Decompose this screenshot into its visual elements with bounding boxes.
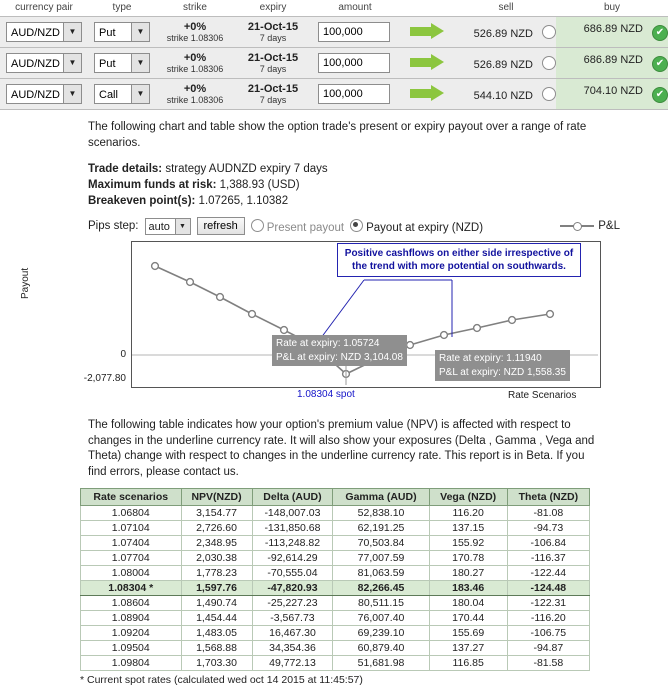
check-icon[interactable]: ✔ <box>652 87 668 103</box>
amount-cell <box>312 48 398 79</box>
expiry-cell <box>234 17 312 48</box>
header-spacer <box>398 0 456 17</box>
sell-radio[interactable] <box>542 87 556 101</box>
check-icon[interactable]: ✔ <box>652 56 668 72</box>
y-tick-min: -2,077.80 <box>83 373 126 385</box>
npv-cell-theta: -106.84 <box>507 536 589 551</box>
currency-pair-select[interactable] <box>6 84 82 104</box>
npv-header-vega: Vega (NZD) <box>429 489 507 506</box>
amount-cell <box>312 79 398 110</box>
npv-header-row <box>81 489 590 506</box>
buy-cell[interactable] <box>556 48 668 79</box>
npv-cell-theta: -81.08 <box>507 506 589 521</box>
chart-callout: Positive cashflows on either side irrespective of the trend with more potential on southwards. <box>337 243 581 277</box>
max-risk-label: Maximum funds at risk: <box>88 179 217 192</box>
npv-cell-vega: 180.27 <box>429 566 507 581</box>
amount-input[interactable] <box>318 22 390 42</box>
npv-cell-delta: -148,007.03 <box>252 506 333 521</box>
chart-tooltip-right <box>435 350 570 381</box>
strike-pct: +0% <box>183 82 207 95</box>
currency-pair-cell <box>0 48 88 79</box>
table-row <box>81 596 590 611</box>
npv-header-rate: Rate scenarios <box>81 489 182 506</box>
npv-cell-rate: 1.06804 <box>81 506 182 521</box>
chevron-down-icon[interactable]: ▼ <box>131 23 149 41</box>
expiry-payout-option[interactable] <box>350 219 483 234</box>
tooltip-right-pnl: P&L at expiry: NZD 1,558.35 <box>439 366 566 378</box>
table-row <box>81 521 590 536</box>
npv-cell-vega: 137.27 <box>429 641 507 656</box>
currency-pair-select[interactable] <box>6 22 82 42</box>
strike-value: strike 1.08306 <box>166 64 224 75</box>
chart-y-axis-label: Payout <box>20 268 31 300</box>
buy-cell[interactable] <box>556 17 668 48</box>
npv-header-delta: Delta (AUD) <box>252 489 333 506</box>
tooltip-left-rate: Rate at expiry: 1.05724 <box>276 338 380 350</box>
type-cell <box>88 79 156 110</box>
chevron-down-icon[interactable]: ▼ <box>63 54 81 72</box>
type-select[interactable] <box>94 53 150 73</box>
chart-tooltip-left <box>272 335 407 366</box>
present-payout-option[interactable] <box>251 219 344 234</box>
chevron-down-icon[interactable]: ▼ <box>175 219 190 234</box>
breakeven-label: Breakeven point(s): <box>88 195 196 208</box>
currency-pair-value: AUD/NZD <box>11 58 60 70</box>
table-row <box>81 626 590 641</box>
arrow-right-icon <box>410 55 444 69</box>
npv-cell-npv: 2,030.38 <box>181 551 252 566</box>
table-row-current-spot <box>81 581 590 596</box>
chevron-down-icon[interactable]: ▼ <box>131 54 149 72</box>
npv-cell-delta: -47,820.93 <box>252 581 333 596</box>
npv-cell-rate: 1.09804 <box>81 656 182 671</box>
npv-body <box>81 506 590 671</box>
legend-line-icon <box>560 225 594 227</box>
expiry-days: 7 days <box>259 33 287 44</box>
npv-table <box>80 488 590 671</box>
npv-cell-npv: 3,154.77 <box>181 506 252 521</box>
npv-cell-delta: 16,467.30 <box>252 626 333 641</box>
npv-cell-gamma: 77,007.59 <box>333 551 429 566</box>
breakeven-line <box>88 193 668 209</box>
direction-cell <box>398 79 456 110</box>
amount-input[interactable] <box>318 53 390 73</box>
trade-details-label: Trade details: <box>88 163 163 176</box>
npv-header-theta: Theta (NZD) <box>507 489 589 506</box>
strike-cell <box>156 79 234 110</box>
currency-pair-cell <box>0 17 88 48</box>
currency-pair-select[interactable] <box>6 53 82 73</box>
npv-cell-rate: 1.07704 <box>81 551 182 566</box>
present-payout-radio[interactable] <box>251 219 264 232</box>
expiry-cell <box>234 48 312 79</box>
type-cell <box>88 48 156 79</box>
npv-cell-vega: 116.20 <box>429 506 507 521</box>
npv-cell-vega: 155.92 <box>429 536 507 551</box>
max-risk-value: 1,388.93 (USD) <box>216 179 300 192</box>
expiry-payout-radio[interactable] <box>350 219 363 232</box>
currency-pair-cell <box>0 79 88 110</box>
npv-cell-npv: 2,726.60 <box>181 521 252 536</box>
npv-cell-rate: 1.09504 <box>81 641 182 656</box>
footnote: * Current spot rates (calculated wed oct 14 2015 at 11:45:57) <box>80 674 363 686</box>
y-tick-zero: 0 <box>120 349 126 361</box>
npv-cell-delta: -25,227.23 <box>252 596 333 611</box>
sell-price: 544.10 NZD <box>473 89 533 102</box>
npv-cell-gamma: 76,007.40 <box>333 611 429 626</box>
max-risk-line <box>88 177 668 193</box>
chart-legend <box>560 220 648 232</box>
chart-spot-label: 1.08304 spot <box>297 389 355 401</box>
expiry-date: 21-Oct-15 <box>247 82 299 95</box>
header-buy: buy <box>556 0 668 17</box>
header-sell: sell <box>456 0 556 17</box>
strike-pct: +0% <box>183 20 207 33</box>
npv-cell-delta: -131,850.68 <box>252 521 333 536</box>
trade-details-block <box>88 161 668 209</box>
npv-header-npv: NPV(NZD) <box>181 489 252 506</box>
trade-details-line <box>88 161 668 177</box>
npv-cell-npv: 2,348.95 <box>181 536 252 551</box>
npv-cell-vega: 155.69 <box>429 626 507 641</box>
npv-cell-theta: -116.37 <box>507 551 589 566</box>
npv-cell-gamma: 81,063.59 <box>333 566 429 581</box>
expiry-cell <box>234 79 312 110</box>
type-select[interactable] <box>94 84 150 104</box>
buy-price: 686.89 NZD <box>583 23 643 35</box>
npv-cell-gamma: 62,191.25 <box>333 521 429 536</box>
currency-pair-value: AUD/NZD <box>11 27 60 39</box>
intro-paragraph: The following chart and table show the option trade's present or expiry payout over a range of rate scenarios. <box>88 121 587 149</box>
legend-label: P&L <box>598 220 620 233</box>
npv-cell-vega: 116.85 <box>429 656 507 671</box>
option-rows-table <box>0 0 668 110</box>
npv-cell-theta: -116.20 <box>507 611 589 626</box>
npv-cell-delta: -3,567.73 <box>252 611 333 626</box>
currency-pair-value: AUD/NZD <box>11 89 60 101</box>
npv-cell-gamma: 60,879.40 <box>333 641 429 656</box>
npv-cell-gamma: 52,838.10 <box>333 506 429 521</box>
npv-header-gamma: Gamma (AUD) <box>333 489 429 506</box>
npv-cell-theta: -94.87 <box>507 641 589 656</box>
table-row <box>81 566 590 581</box>
npv-cell-theta: -122.44 <box>507 566 589 581</box>
npv-cell-npv: 1,597.76 <box>181 581 252 596</box>
pips-step-select[interactable] <box>145 218 191 235</box>
header-currency-pair: currency pair <box>0 0 88 17</box>
explain-paragraph: The following table indicates how your option's premium value (NPV) is affected with respect to changes in the underline currency rate. It will also show your exposures (Delta , Gamma , Vega and Theta) change with respect to changes in the underline currency rate. This report is in Beta. If you find errors, please contact us. <box>88 419 595 478</box>
type-value: Put <box>99 27 116 39</box>
table-row <box>0 79 668 110</box>
type-select[interactable] <box>94 22 150 42</box>
npv-cell-vega: 170.78 <box>429 551 507 566</box>
npv-cell-rate: 1.08004 <box>81 566 182 581</box>
npv-cell-vega: 183.46 <box>429 581 507 596</box>
type-cell <box>88 17 156 48</box>
npv-cell-gamma: 82,266.45 <box>333 581 429 596</box>
pips-step-label: Pips step: <box>88 220 139 233</box>
table-header-row <box>0 0 668 17</box>
npv-cell-npv: 1,568.88 <box>181 641 252 656</box>
table-row <box>81 551 590 566</box>
tooltip-left-pnl: P&L at expiry: NZD 3,104.08 <box>276 351 403 363</box>
type-value: Put <box>99 58 116 70</box>
npv-cell-vega: 170.44 <box>429 611 507 626</box>
npv-cell-rate: 1.07404 <box>81 536 182 551</box>
chevron-down-icon[interactable]: ▼ <box>63 23 81 41</box>
npv-cell-npv: 1,703.30 <box>181 656 252 671</box>
npv-cell-delta: -70,555.04 <box>252 566 333 581</box>
chevron-down-icon[interactable]: ▼ <box>63 85 81 103</box>
direction-cell <box>398 48 456 79</box>
arrow-right-icon <box>410 24 444 38</box>
buy-cell[interactable] <box>556 79 668 110</box>
arrow-right-icon <box>410 86 444 100</box>
npv-cell-theta: -94.73 <box>507 521 589 536</box>
header-strike: strike <box>156 0 234 17</box>
strike-cell <box>156 48 234 79</box>
expiry-days: 7 days <box>259 64 287 75</box>
sell-price: 526.89 NZD <box>473 27 533 40</box>
trade-details-value: strategy AUDNZD expiry 7 days <box>162 163 328 176</box>
amount-input[interactable] <box>318 84 390 104</box>
npv-cell-delta: -113,248.82 <box>252 536 333 551</box>
breakeven-value: 1.07265, 1.10382 <box>195 195 289 208</box>
tooltip-right-rate: Rate at expiry: 1.11940 <box>439 353 542 365</box>
refresh-button[interactable]: refresh <box>197 217 245 235</box>
strike-cell <box>156 17 234 48</box>
sell-cell[interactable] <box>456 17 556 48</box>
expiry-payout-label: Payout at expiry (NZD) <box>366 221 484 234</box>
strike-pct: +0% <box>183 51 207 64</box>
npv-cell-rate: 1.07104 <box>81 521 182 536</box>
npv-cell-npv: 1,490.74 <box>181 596 252 611</box>
npv-cell-theta: -106.75 <box>507 626 589 641</box>
chart-controls <box>88 217 648 235</box>
npv-cell-vega: 137.15 <box>429 521 507 536</box>
npv-cell-gamma: 70,503.84 <box>333 536 429 551</box>
chart-x-axis-label: Rate Scenarios <box>508 390 577 402</box>
npv-cell-gamma: 51,681.98 <box>333 656 429 671</box>
chevron-down-icon[interactable]: ▼ <box>131 85 149 103</box>
table-row <box>81 641 590 656</box>
buy-price: 704.10 NZD <box>583 85 643 97</box>
sell-radio[interactable] <box>542 25 556 39</box>
npv-cell-rate: 1.09204 <box>81 626 182 641</box>
sell-cell[interactable] <box>456 48 556 79</box>
strike-value: strike 1.08306 <box>166 95 224 106</box>
npv-cell-rate: 1.08904 <box>81 611 182 626</box>
npv-cell-npv: 1,778.23 <box>181 566 252 581</box>
npv-cell-gamma: 80,511.15 <box>333 596 429 611</box>
npv-cell-theta: -81.58 <box>507 656 589 671</box>
type-value: Call <box>99 89 118 101</box>
pips-step-value: auto <box>148 220 170 233</box>
npv-cell-npv: 1,483.05 <box>181 626 252 641</box>
npv-cell-rate: 1.08604 <box>81 596 182 611</box>
npv-cell-delta: 49,772.13 <box>252 656 333 671</box>
table-row <box>0 48 668 79</box>
npv-cell-delta: 34,354.36 <box>252 641 333 656</box>
npv-cell-delta: -92,614.29 <box>252 551 333 566</box>
strike-value: strike 1.08306 <box>166 33 224 44</box>
payout-chart <box>0 237 668 412</box>
npv-cell-npv: 1,454.44 <box>181 611 252 626</box>
header-type: type <box>88 0 156 17</box>
expiry-date: 21-Oct-15 <box>247 20 299 33</box>
direction-cell <box>398 17 456 48</box>
expiry-days: 7 days <box>259 95 287 106</box>
header-expiry: expiry <box>234 0 312 17</box>
npv-cell-vega: 180.04 <box>429 596 507 611</box>
expiry-date: 21-Oct-15 <box>247 51 299 64</box>
table-row <box>81 656 590 671</box>
amount-cell <box>312 17 398 48</box>
npv-cell-rate: 1.08304 * <box>81 581 182 596</box>
present-payout-label: Present payout <box>266 221 345 234</box>
buy-price: 686.89 NZD <box>583 54 643 66</box>
sell-radio[interactable] <box>542 56 556 70</box>
table-row <box>0 17 668 48</box>
npv-cell-theta: -124.48 <box>507 581 589 596</box>
npv-cell-theta: -122.31 <box>507 596 589 611</box>
table-row <box>81 506 590 521</box>
npv-cell-gamma: 69,239.10 <box>333 626 429 641</box>
table-row <box>81 611 590 626</box>
sell-price: 526.89 NZD <box>473 58 533 71</box>
sell-cell[interactable] <box>456 79 556 110</box>
check-icon[interactable]: ✔ <box>652 25 668 41</box>
header-amount: amount <box>312 0 398 17</box>
table-row <box>81 536 590 551</box>
